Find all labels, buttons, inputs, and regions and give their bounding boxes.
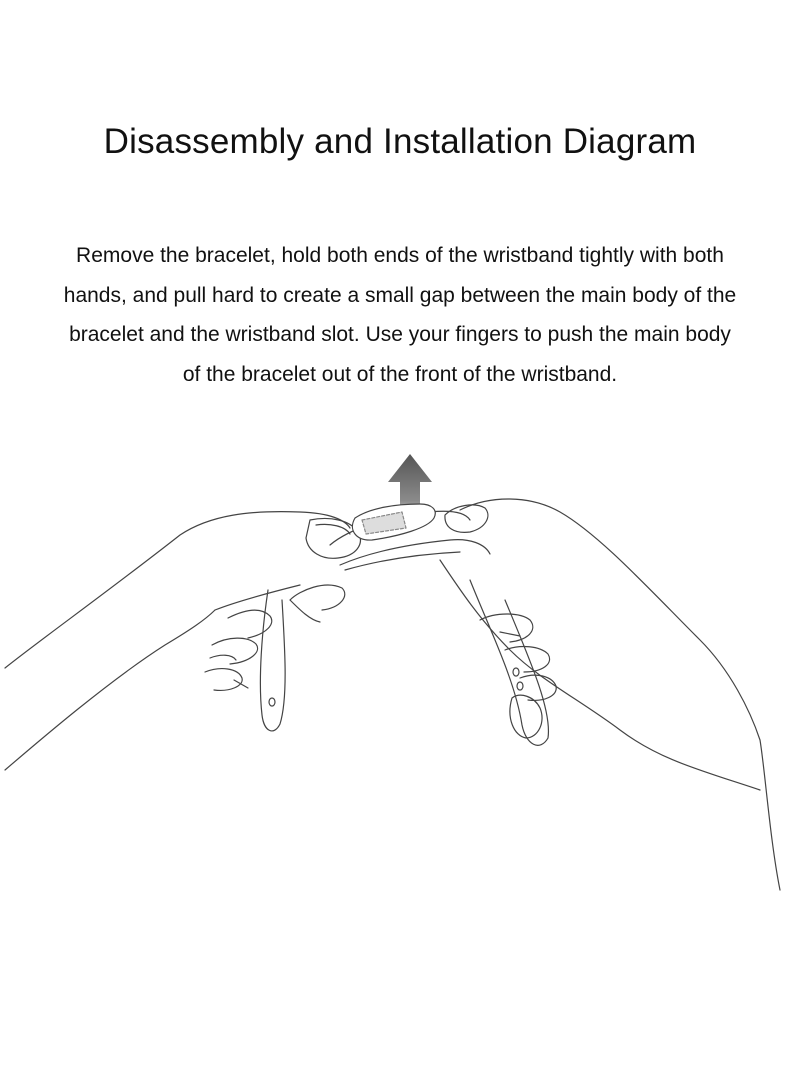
tracker-body	[352, 504, 435, 540]
wristband	[260, 511, 548, 745]
instructions-text: Remove the bracelet, hold both ends of the wristband tightly with both hands, and pull hard to create a small gap between the main body of the bracelet and the wristband slot. Use your fingers to push the main body of the bracelet out of the front of the wristband.	[63, 244, 737, 386]
page-title: Disassembly and Installation Diagram	[103, 122, 697, 161]
left-hand	[5, 512, 360, 770]
right-hand	[440, 499, 780, 890]
hands-illustration	[0, 440, 800, 960]
